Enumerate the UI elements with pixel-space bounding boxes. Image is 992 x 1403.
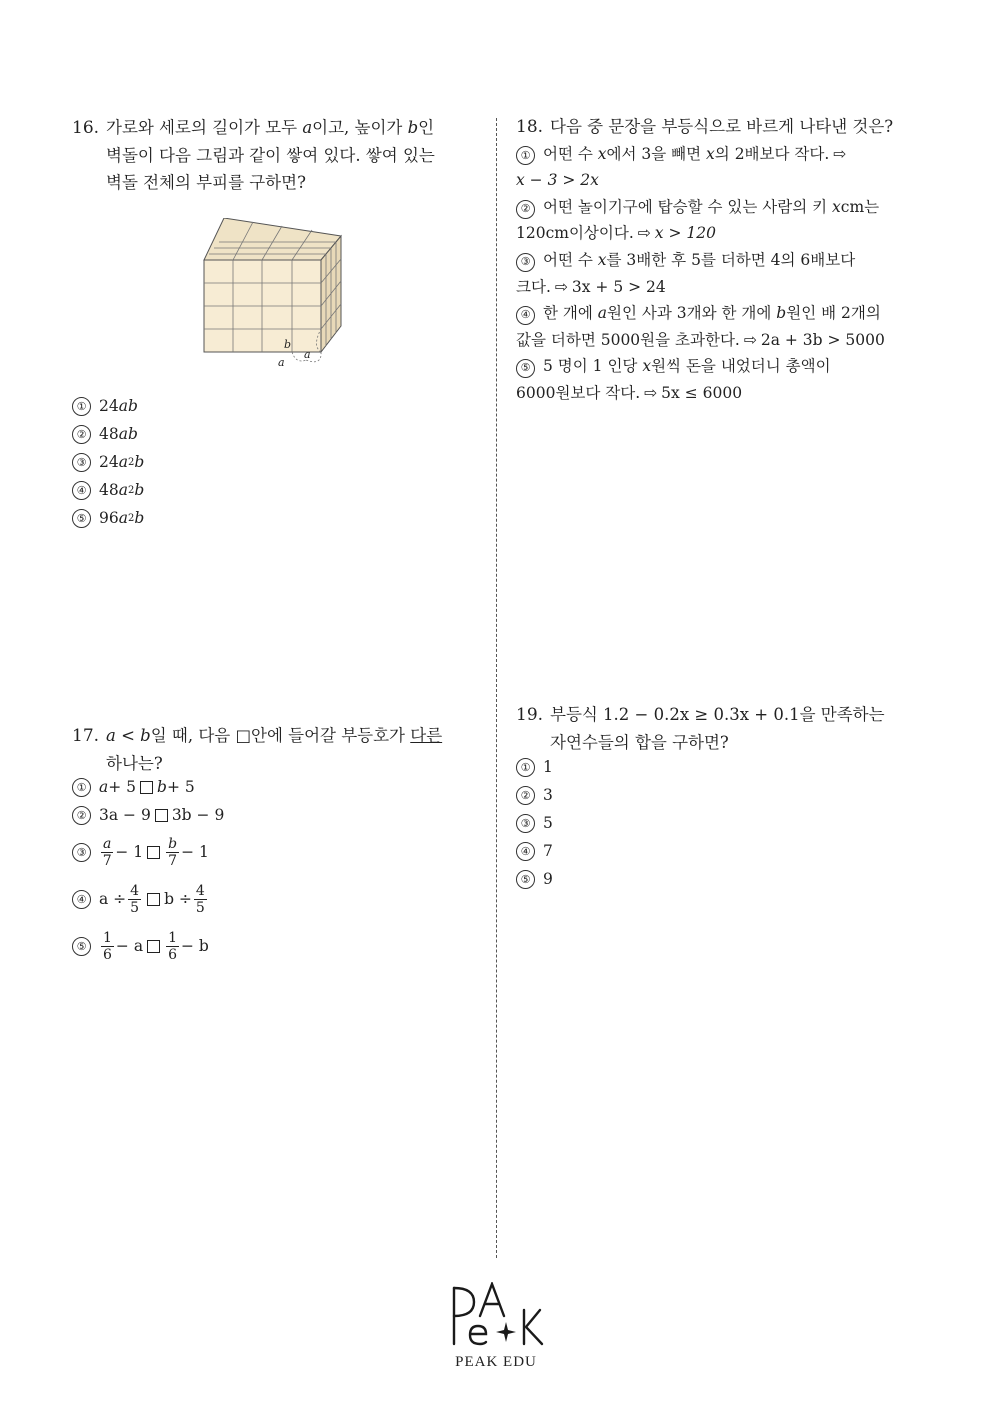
stem-line: 자연수들의 합을 구하면?: [550, 733, 729, 752]
option-marker: ④: [72, 481, 91, 500]
inequality: 2a + 3b > 5000: [760, 330, 885, 349]
option-1[interactable]: ① 1: [516, 753, 916, 781]
column-divider: [496, 118, 497, 1258]
question-16: [72, 114, 462, 196]
figure-label-a: a: [278, 356, 285, 369]
blank-box: [147, 940, 160, 953]
question-18-title: 다음 중 문장을 부등식으로 바르게 나타낸 것은?: [550, 117, 894, 136]
option-4[interactable]: ④ 7: [516, 837, 916, 865]
figure-label-b: b: [284, 338, 292, 351]
question-number: 17.: [72, 726, 100, 746]
inequality: x − 3 > 2x: [516, 171, 599, 190]
option-marker: ④: [516, 842, 535, 861]
option-5[interactable]: ⑤ $\frac{1}{6}$ − a $\frac{1}{6}$ − b: [72, 923, 472, 969]
question-19: [516, 701, 916, 756]
option-marker: ③: [72, 843, 91, 862]
inequality: x > 120: [654, 224, 716, 243]
question-17-stem: 17. a < b일 때, 다음 □안에 들어갈 부등호가 다른 하나는?: [72, 722, 472, 777]
inequality: 3x + 5 > 24: [571, 277, 666, 296]
arrow-icon: ⇨: [644, 383, 658, 402]
option-marker: ①: [516, 758, 535, 777]
question-18: [516, 114, 926, 407]
option-marker: ③: [516, 814, 535, 833]
question-16-stem: [72, 114, 462, 196]
question-number: 19.: [516, 705, 544, 725]
stem-line: 벽돌이 다음 그림과 같이 쌓여 있다. 쌓여 있는: [106, 146, 435, 165]
blank-box: [140, 781, 153, 794]
stem-line: 부등식 1.2 − 0.2x ≥ 0.3x + 0.1을 만족하는: [550, 705, 885, 724]
question-number: 18.: [516, 117, 544, 137]
option-marker: ②: [516, 786, 535, 805]
question-19-options: [516, 753, 916, 893]
option-marker: ⑤: [72, 509, 91, 528]
option-marker: ①: [72, 397, 91, 416]
option-marker: ⑤: [72, 937, 91, 956]
option-4[interactable]: ④ a ÷ $\frac{4}{5}$ b ÷ $\frac{4}{5}$: [72, 875, 472, 923]
option-5[interactable]: ⑤ 96 a 2 b: [72, 504, 472, 532]
option-1[interactable]: ① a + 5 b + 5: [72, 773, 472, 801]
option-marker: ⑤: [516, 870, 535, 889]
option-2[interactable]: ② 3: [516, 781, 916, 809]
blank-box: [147, 846, 160, 859]
option-2[interactable]: ② 3a − 9 3b − 9: [72, 801, 472, 829]
question-number: 16.: [72, 118, 100, 138]
option-4[interactable]: ④ 48 a 2 b: [72, 476, 472, 504]
blank-box: [147, 893, 160, 906]
arrow-icon: ⇨: [743, 330, 757, 349]
inequality: 5x ≤ 6000: [661, 383, 743, 402]
option-1[interactable]: ① 24 ab: [72, 392, 472, 420]
figure-label-a: a: [304, 348, 311, 361]
question-16-options: [72, 392, 472, 532]
option-2[interactable]: ② 48 ab: [72, 420, 472, 448]
statement-5[interactable]: ⑤ 5 명이 1 인당 x원씩 돈을 내었더니 총액이 6000원보다 작다. ⇨ 5x ≤ 6000: [516, 357, 831, 402]
option-marker: ③: [72, 453, 91, 472]
option-3[interactable]: ③ 24 a 2 b: [72, 448, 472, 476]
option-marker: ①: [72, 778, 91, 797]
peak-logo-mark: [440, 1282, 552, 1348]
stem-line: 벽돌 전체의 부피를 구하면?: [106, 173, 306, 192]
logo-text: PEAK EDU: [455, 1354, 537, 1370]
arrow-icon: ⇨: [833, 144, 847, 163]
statement-3[interactable]: ③ 어떤 수 x를 3배한 후 5를 더하면 4의 6배보다 크다. ⇨ 3x + 5 > 24: [516, 250, 856, 296]
option-marker: ②: [72, 425, 91, 444]
statement-2[interactable]: ② 어떤 놀이기구에 탑승할 수 있는 사람의 키 xcm는 120cm이상이다. ⇨ x > 120: [516, 197, 880, 243]
option-5[interactable]: ⑤ 9: [516, 865, 916, 893]
brick-stack-figure: [196, 218, 352, 372]
underlined-word: 다른: [410, 726, 443, 745]
arrow-icon: ⇨: [637, 224, 651, 243]
option-marker: ④: [72, 890, 91, 909]
statement-1[interactable]: ① 어떤 수 x에서 3을 빼면 x의 2배보다 작다. ⇨ x − 3 > 2x: [516, 144, 847, 190]
stem-line: 하나는?: [106, 754, 163, 773]
option-3[interactable]: ③ $\frac{a}{7}$ − 1 $\frac{b}{7}$ − 1: [72, 829, 472, 875]
arrow-icon: ⇨: [554, 277, 568, 296]
option-3[interactable]: ③ 5: [516, 809, 916, 837]
peak-edu-logo: [440, 1282, 552, 1371]
question-17: [72, 722, 472, 777]
blank-box: [155, 809, 168, 822]
option-marker: ②: [72, 806, 91, 825]
statement-4[interactable]: ④ 한 개에 a원인 사과 3개와 한 개에 b원인 배 2개의 값을 더하면 5000원을 초과한다. ⇨ 2a + 3b > 5000: [516, 304, 885, 349]
question-17-options: [72, 773, 472, 969]
stem-line: 가로와 세로의 길이가 모두 a이고, 높이가 b인: [106, 118, 435, 137]
